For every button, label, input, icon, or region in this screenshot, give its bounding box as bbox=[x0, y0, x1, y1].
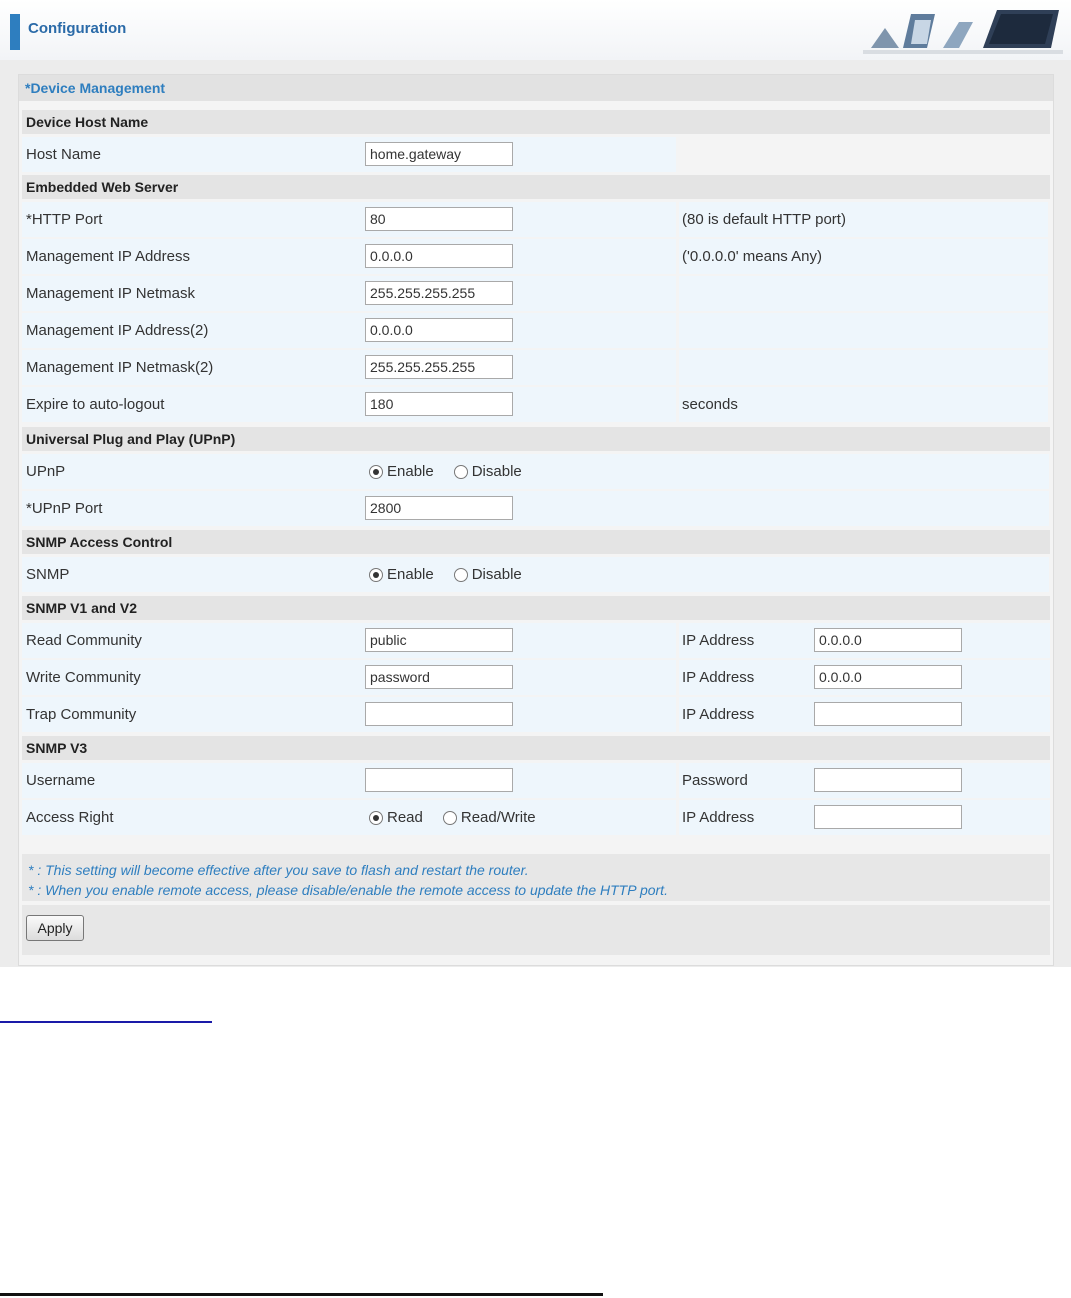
row-read-community bbox=[22, 622, 1050, 659]
access-ip-cell bbox=[812, 800, 1050, 835]
http-port-input[interactable]: 80 bbox=[365, 207, 513, 231]
access-read-radio[interactable] bbox=[369, 809, 423, 826]
upnp-port-input[interactable]: 2800 bbox=[365, 496, 513, 520]
apply-bar bbox=[22, 905, 1050, 955]
read-community-input[interactable]: public bbox=[365, 628, 513, 652]
mgmt-ip2-input[interactable]: 0.0.0.0 bbox=[365, 318, 513, 342]
trap-community-input[interactable] bbox=[365, 702, 513, 726]
mgmt-ip2-cell bbox=[363, 313, 676, 348]
access-ip-input[interactable] bbox=[814, 805, 962, 829]
radio-checked-icon bbox=[369, 465, 383, 479]
write-ip-input[interactable]: 0.0.0.0 bbox=[814, 665, 962, 689]
upnp-radio-cell bbox=[363, 454, 1049, 489]
write-ip-cell bbox=[812, 660, 1050, 695]
row-http-port bbox=[22, 201, 1050, 238]
mgmt-mask2-input[interactable]: 255.255.255.255 bbox=[365, 355, 513, 379]
row-mgmt-mask bbox=[22, 275, 1050, 312]
apply-button[interactable]: Apply bbox=[26, 915, 84, 941]
expire-label: Expire to auto-logout bbox=[22, 387, 364, 422]
snmp-radio-cell bbox=[363, 557, 1049, 592]
group-snmp-access-control: SNMP Access Control bbox=[22, 530, 1050, 554]
page-title: Configuration bbox=[28, 20, 127, 37]
radio-unchecked-icon bbox=[454, 568, 468, 582]
upnp-radio-group bbox=[369, 454, 542, 489]
mgmt-ip-hint: ('0.0.0.0' means Any) bbox=[679, 239, 1048, 274]
mgmt-ip-label: Management IP Address bbox=[22, 239, 364, 274]
group-embedded-web-server: Embedded Web Server bbox=[22, 175, 1050, 199]
row-upnp-port bbox=[22, 490, 1050, 527]
access-readwrite-radio[interactable] bbox=[443, 809, 536, 826]
username-input[interactable] bbox=[365, 768, 513, 792]
header-accent bbox=[10, 14, 20, 50]
trap-community-cell bbox=[363, 697, 676, 732]
upnp-label: UPnP bbox=[22, 454, 364, 489]
row-write-community bbox=[22, 659, 1050, 696]
upnp-enable-radio[interactable] bbox=[369, 463, 434, 480]
radio-checked-icon bbox=[369, 811, 383, 825]
read-ip-label: IP Address bbox=[679, 623, 812, 658]
row-snmp bbox=[22, 556, 1050, 593]
upnp-disable-radio[interactable] bbox=[454, 463, 522, 480]
row-expire bbox=[22, 386, 1050, 423]
row-trap-community bbox=[22, 696, 1050, 733]
notes bbox=[22, 854, 1050, 901]
group-snmp-v1-v2: SNMP V1 and V2 bbox=[22, 596, 1050, 620]
access-right-cell bbox=[363, 800, 676, 835]
trap-ip-label: IP Address bbox=[679, 697, 812, 732]
access-read-label: Read bbox=[387, 809, 423, 826]
access-right-radio-group bbox=[369, 800, 556, 835]
read-community-label: Read Community bbox=[22, 623, 364, 658]
access-readwrite-label: Read/Write bbox=[460, 809, 536, 826]
snmp-disable-radio[interactable] bbox=[454, 566, 522, 583]
write-community-label: Write Community bbox=[22, 660, 364, 695]
mgmt-mask-cell bbox=[363, 276, 676, 311]
trap-ip-cell bbox=[812, 697, 1050, 732]
read-ip-cell bbox=[812, 623, 1050, 658]
divider-underline bbox=[0, 1021, 212, 1023]
mgmt-ip-input[interactable]: 0.0.0.0 bbox=[365, 244, 513, 268]
group-device-host-name: Device Host Name bbox=[22, 110, 1050, 134]
row-username bbox=[22, 762, 1050, 799]
username-cell bbox=[363, 763, 676, 798]
expire-cell bbox=[363, 387, 676, 422]
password-input[interactable] bbox=[814, 768, 962, 792]
header-bar bbox=[0, 0, 1071, 61]
row-mgmt-mask2 bbox=[22, 349, 1050, 386]
radio-unchecked-icon bbox=[443, 811, 457, 825]
section-title: *Device Management bbox=[19, 75, 1053, 101]
username-label: Username bbox=[22, 763, 364, 798]
read-ip-input[interactable]: 0.0.0.0 bbox=[814, 628, 962, 652]
radio-checked-icon bbox=[369, 568, 383, 582]
mgmt-mask-input[interactable]: 255.255.255.255 bbox=[365, 281, 513, 305]
read-community-cell bbox=[363, 623, 676, 658]
snmp-label: SNMP bbox=[22, 557, 364, 592]
http-port-hint: (80 is default HTTP port) bbox=[679, 202, 1048, 237]
host-name-label: Host Name bbox=[22, 137, 364, 172]
upnp-enable-label: Enable bbox=[387, 463, 434, 480]
password-label: Password bbox=[679, 763, 812, 798]
row-mgmt-ip2 bbox=[22, 312, 1050, 349]
snmp-disable-label: Disable bbox=[471, 566, 522, 583]
access-ip-label: IP Address bbox=[679, 800, 812, 835]
access-right-label: Access Right bbox=[22, 800, 364, 835]
upnp-disable-label: Disable bbox=[471, 463, 522, 480]
snmp-enable-label: Enable bbox=[387, 566, 434, 583]
upnp-port-cell bbox=[363, 491, 1049, 526]
group-upnp: Universal Plug and Play (UPnP) bbox=[22, 427, 1050, 451]
http-port-cell bbox=[363, 202, 676, 237]
mgmt-mask2-label: Management IP Netmask(2) bbox=[22, 350, 364, 385]
mgmt-mask-empty bbox=[679, 276, 1048, 311]
expire-input[interactable]: 180 bbox=[365, 392, 513, 416]
row-upnp bbox=[22, 453, 1050, 490]
host-name-input[interactable]: home.gateway bbox=[365, 142, 513, 166]
row-host-name bbox=[22, 136, 1050, 173]
radio-unchecked-icon bbox=[454, 465, 468, 479]
row-mgmt-ip bbox=[22, 238, 1050, 275]
snmp-enable-radio[interactable] bbox=[369, 566, 434, 583]
mgmt-ip2-label: Management IP Address(2) bbox=[22, 313, 364, 348]
trap-ip-input[interactable] bbox=[814, 702, 962, 726]
write-ip-label: IP Address bbox=[679, 660, 812, 695]
upnp-port-label: *UPnP Port bbox=[22, 491, 364, 526]
note-line: * : When you enable remote access, please disable/enable the remote access to update the HTTP port. bbox=[28, 882, 668, 898]
trap-community-label: Trap Community bbox=[22, 697, 364, 732]
write-community-input[interactable]: password bbox=[365, 665, 513, 689]
write-community-cell bbox=[363, 660, 676, 695]
row-access-right bbox=[22, 799, 1050, 836]
mgmt-mask-label: Management IP Netmask bbox=[22, 276, 364, 311]
device-management-panel bbox=[18, 74, 1054, 966]
mgmt-mask2-empty bbox=[679, 350, 1048, 385]
host-name-cell bbox=[363, 137, 676, 172]
expire-hint: seconds bbox=[679, 387, 1048, 422]
mgmt-mask2-cell bbox=[363, 350, 676, 385]
divider-line bbox=[0, 1293, 603, 1296]
content-frame bbox=[0, 60, 1071, 967]
mgmt-ip-cell bbox=[363, 239, 676, 274]
mgmt-ip2-empty bbox=[679, 313, 1048, 348]
password-cell bbox=[812, 763, 1050, 798]
note-line: * : This setting will become effective after you save to flash and restart the router. bbox=[28, 862, 529, 878]
header-graphic bbox=[863, 6, 1063, 54]
http-port-label: *HTTP Port bbox=[22, 202, 364, 237]
group-snmp-v3: SNMP V3 bbox=[22, 736, 1050, 760]
snmp-radio-group bbox=[369, 557, 542, 592]
